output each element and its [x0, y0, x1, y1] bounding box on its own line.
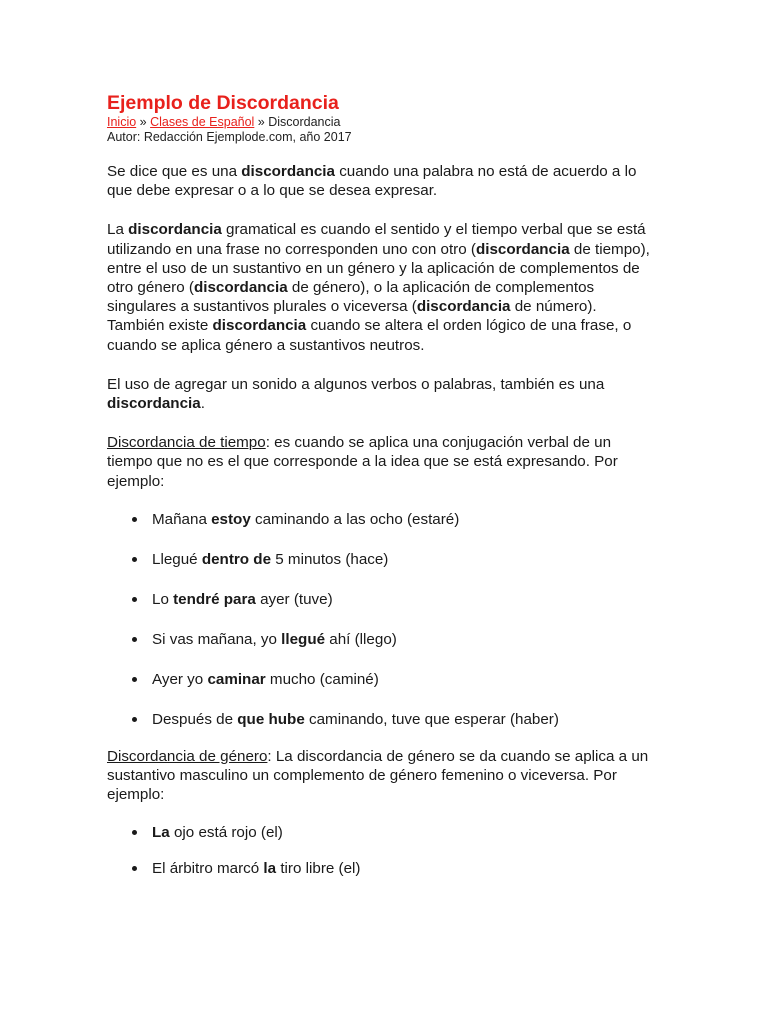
- genero-examples-list: [107, 823, 667, 878]
- article: [107, 91, 667, 878]
- text-span: : es cuando se aplica una conjugación verbal de un tiempo que no es el que corresponde a la idea que se está expresando. Por ejemplo:: [107, 434, 618, 490]
- text-span: Después de: [152, 710, 238, 728]
- text-span: ahí (llego): [325, 630, 397, 648]
- text-span: caminando, tuve que esperar (haber): [304, 710, 559, 728]
- bullet-icon: [132, 677, 137, 682]
- text-span: Llegué: [152, 550, 202, 568]
- bold-term: discordancia: [107, 395, 201, 413]
- breadcrumb: [107, 115, 667, 130]
- bullet-icon: [132, 717, 137, 722]
- bold-term: discordancia: [475, 240, 570, 258]
- bold-term: discordancia: [241, 163, 335, 180]
- sound-paragraph: [107, 375, 627, 413]
- genero-heading: Discordancia de género: [107, 747, 268, 765]
- text-span: de tiempo), entre el uso de un sustantivo en un género y la aplicación de complementos de otro género (: [107, 240, 650, 297]
- text-span: caminando a las ocho (estaré): [250, 510, 460, 528]
- bold-term: caminar: [207, 670, 266, 688]
- bullet-icon: [132, 830, 137, 835]
- bullet-icon: [132, 866, 137, 871]
- text-span: El árbitro marcó: [152, 860, 264, 878]
- text-span: Lo: [152, 590, 174, 608]
- bold-term: discordancia: [212, 317, 307, 335]
- text-span: Si vas mañana, yo: [152, 630, 282, 648]
- text-span: cuando se altera el orden lógico de una frase, o cuando se aplica género a sustantivos neutros.: [107, 317, 632, 354]
- list-item: [107, 710, 667, 729]
- bold-term: discordancia: [128, 221, 222, 239]
- bullet-icon: [132, 517, 137, 522]
- text-span: de número). También existe: [107, 298, 597, 335]
- list-item: [107, 590, 667, 630]
- genero-paragraph: [107, 747, 663, 805]
- breadcrumb-current: Discordancia: [268, 115, 341, 129]
- text-span: mucho (caminé): [265, 670, 379, 688]
- list-item: [107, 630, 667, 670]
- breadcrumb-separator: »: [136, 115, 151, 129]
- text-span: Mañana: [152, 510, 212, 528]
- bold-term: estoy: [211, 510, 251, 528]
- text-span: ayer (tuve): [255, 590, 333, 608]
- text-span: de género), o la aplicación de complementos singulares a sustantivos plurales o viceversa (: [107, 279, 595, 316]
- breadcrumb-home-link[interactable]: Inicio: [107, 115, 137, 129]
- bold-term: llegué: [281, 630, 326, 648]
- list-item: [107, 823, 667, 859]
- bold-term: La: [152, 824, 170, 842]
- text-span: 5 minutos (hace): [271, 550, 389, 568]
- text-span: Ayer yo: [152, 670, 208, 688]
- intro-paragraph: [107, 162, 663, 200]
- bold-term: la: [263, 860, 277, 878]
- article-title: Ejemplo de Discordancia: [107, 92, 339, 114]
- bullet-icon: [132, 637, 137, 642]
- tiempo-paragraph: [107, 433, 655, 491]
- bold-term: dentro de: [201, 550, 272, 568]
- text-span: Se dice que es una: [107, 163, 242, 180]
- list-item: [107, 670, 667, 710]
- bold-term: tendré para: [173, 590, 256, 608]
- bold-term: que hube: [237, 710, 305, 728]
- breadcrumb-separator: »: [254, 115, 269, 129]
- text-span: tiro libre (el): [276, 860, 361, 878]
- bold-term: discordancia: [416, 298, 511, 316]
- author-line: Autor: Redacción Ejemplode.com, año 2017: [107, 130, 352, 144]
- grammar-paragraph: [107, 220, 655, 354]
- tiempo-examples-list: [107, 510, 667, 729]
- bullet-icon: [132, 597, 137, 602]
- text-span: cuando una palabra no está de acuerdo a lo que debe expresar o a lo que se desea expresar.: [107, 163, 637, 200]
- bullet-icon: [132, 557, 137, 562]
- list-item: [107, 550, 667, 590]
- text-span: .: [200, 395, 205, 413]
- tiempo-heading: Discordancia de tiempo: [107, 434, 266, 452]
- text-span: El uso de agregar un sonido a algunos verbos o palabras, también es una: [107, 375, 605, 393]
- list-item: [107, 510, 667, 550]
- list-item: [107, 859, 667, 878]
- text-span: : La discordancia de género se da cuando se aplica a un sustantivo masculino un complemento de género femenino o viceversa. Por ejemplo:: [107, 747, 649, 804]
- text-span: ojo está rojo (el): [169, 824, 283, 842]
- text-span: gramatical es cuando el sentido y el tiempo verbal que se está utilizando en una frase no corresponden uno con otro (: [107, 221, 646, 258]
- breadcrumb-category-link[interactable]: Clases de Español: [150, 115, 255, 129]
- text-span: La: [107, 221, 129, 239]
- bold-term: discordancia: [193, 279, 288, 297]
